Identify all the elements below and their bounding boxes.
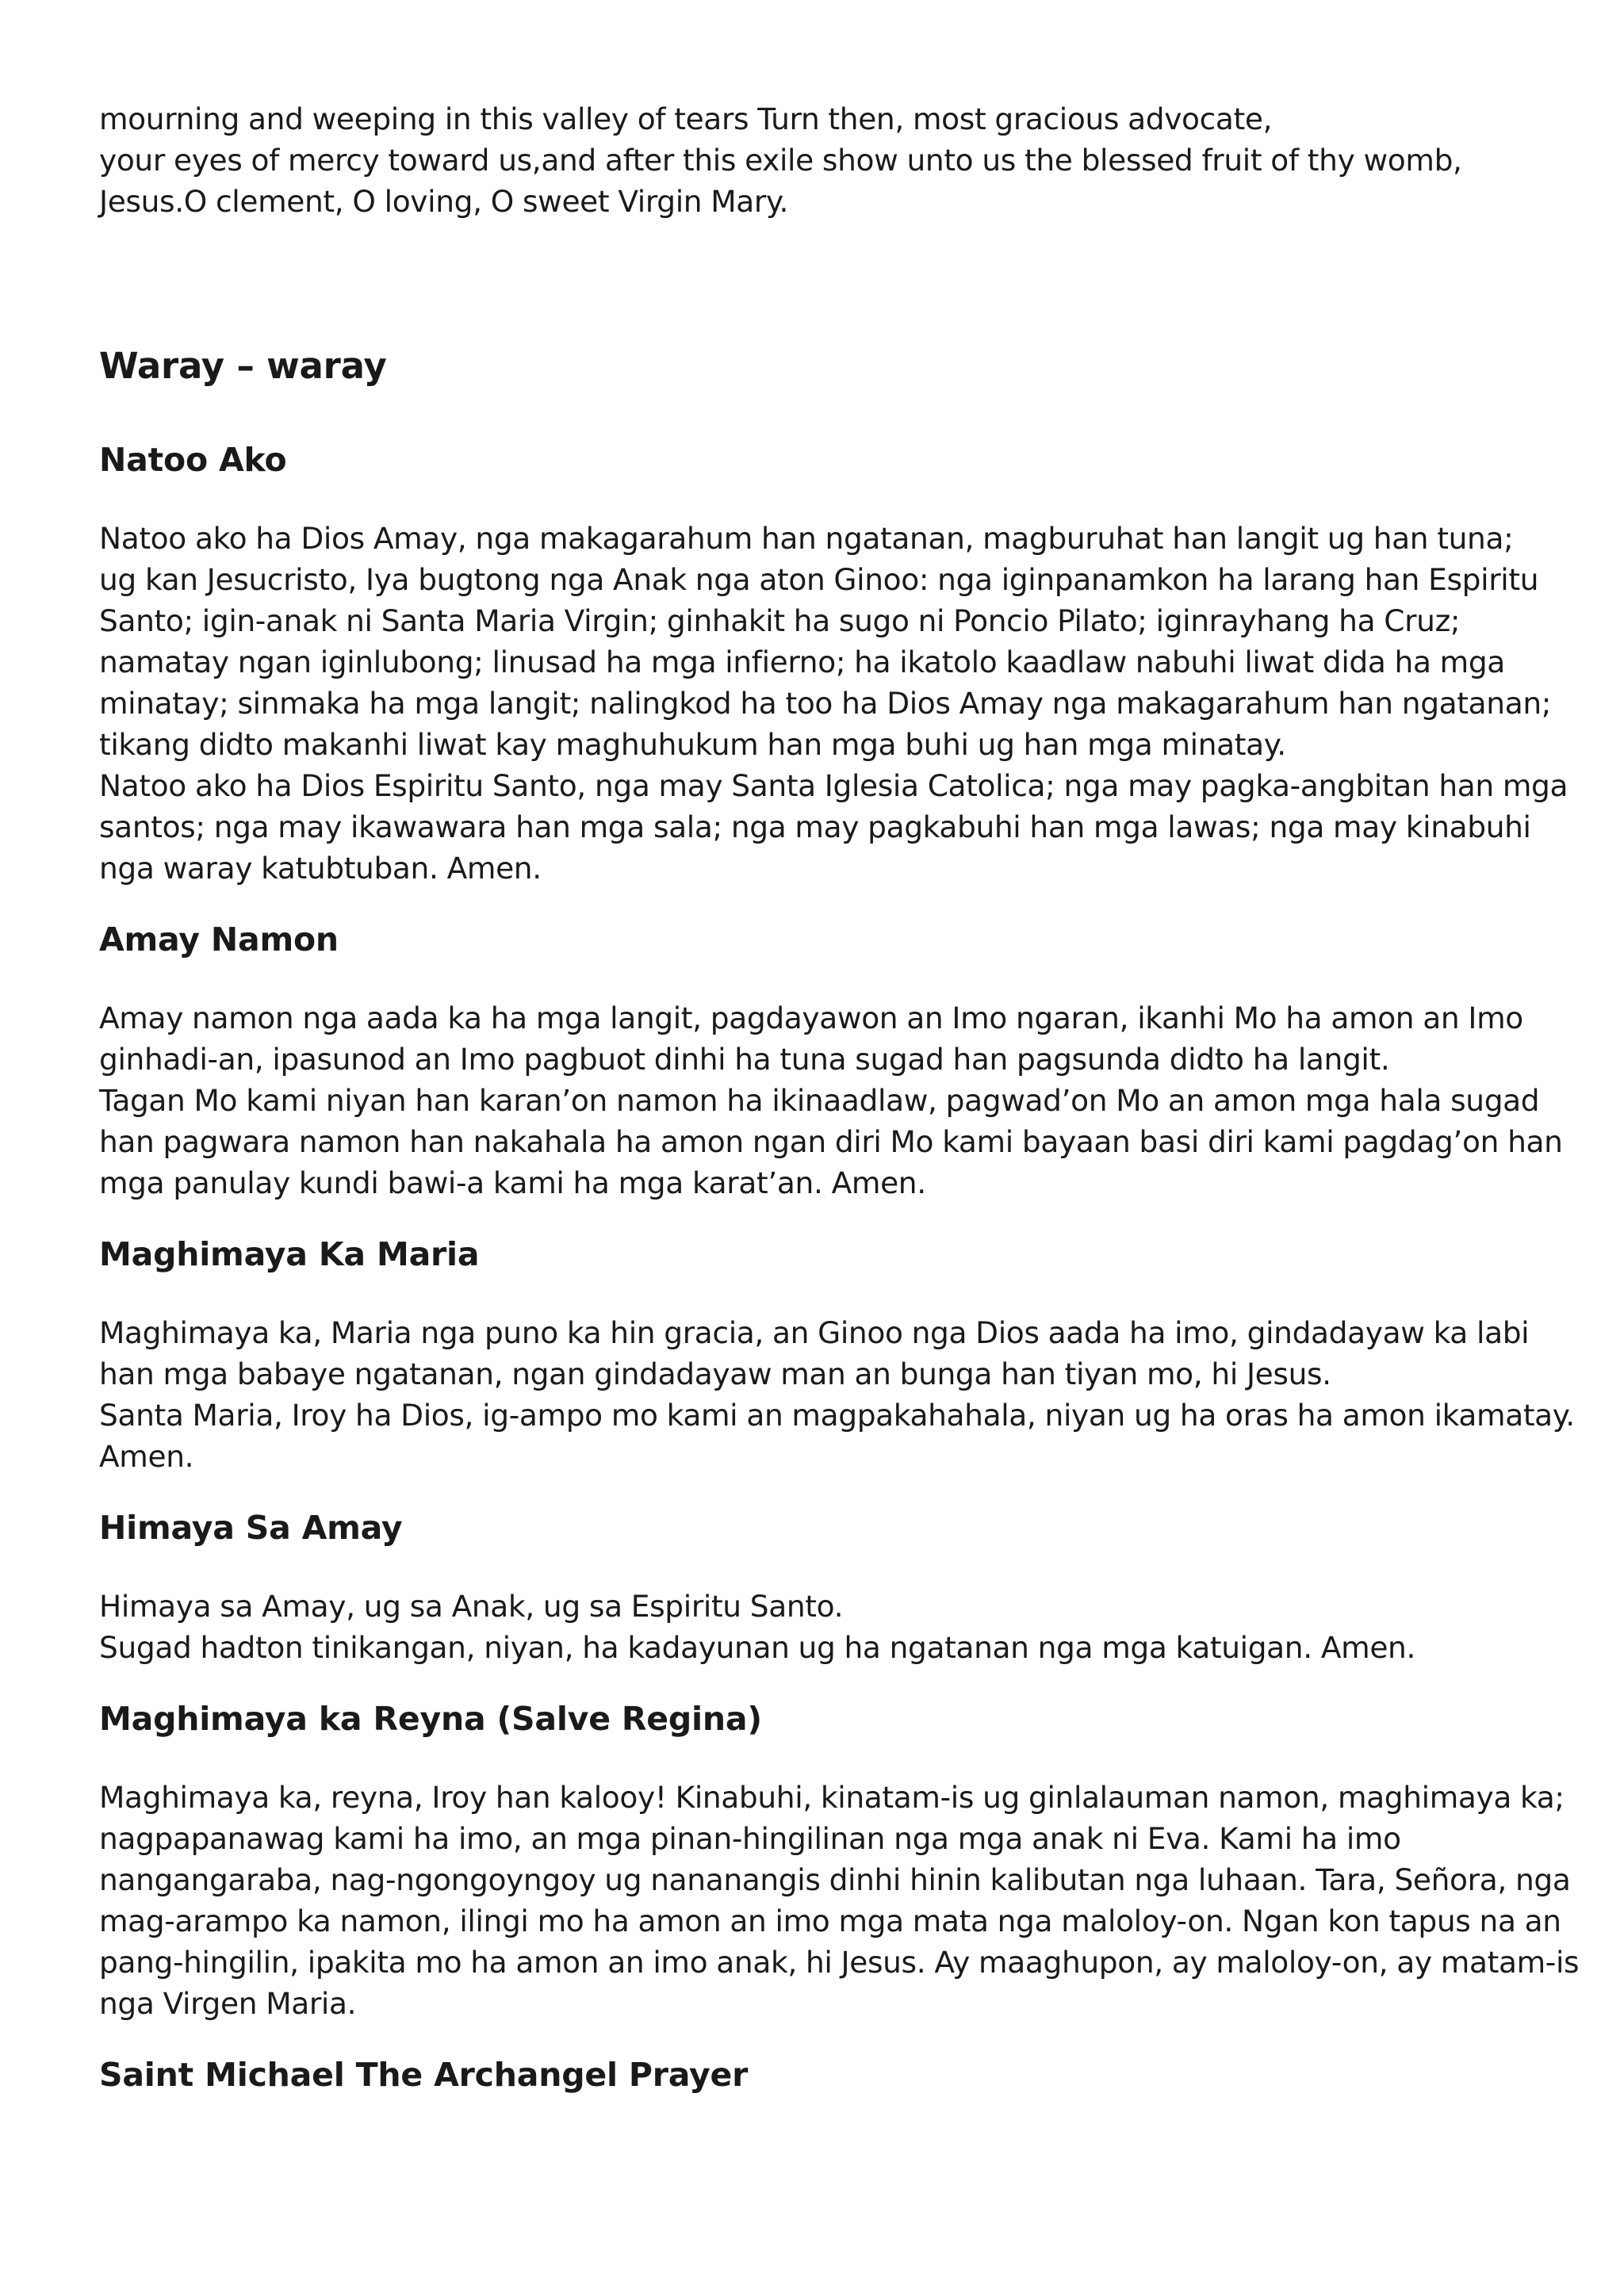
prayer-title: Natoo Ako — [99, 441, 287, 479]
prayer-paragraph — [99, 1312, 1575, 1477]
text-line: Tagan Mo kami niyan han karan’on namon ha ikinaadlaw, pagwad’on Mo an amon mga hala sugad — [99, 1083, 1540, 1118]
text-line: nga waray katubtuban. Amen. — [99, 851, 542, 886]
prayer-paragraph — [99, 1777, 1580, 2024]
text-line: nga Virgen Maria. — [99, 1986, 357, 2021]
text-line: mourning and weeping in this valley of tears Turn then, most gracious advocate, — [99, 101, 1273, 136]
text-line: Natoo ako ha Dios Espiritu Santo, nga may Santa Iglesia Catolica; nga may pagka-angbitan han mga — [99, 768, 1568, 803]
text-line: Jesus.O clement, O loving, O sweet Virgin Mary. — [99, 184, 789, 219]
text-line: Amay namon nga aada ka ha mga langit, pagdayawon an Imo ngaran, ikanhi Mo ha amon an Imo — [99, 1001, 1523, 1035]
text-line: nangangaraba, nag-ngongoyngoy ug nananangis dinhi hinin kalibutan nga luhaan. Tara, Señora, nga — [99, 1862, 1571, 1897]
prayer-title: Saint Michael The Archangel Prayer — [99, 2056, 749, 2094]
text-line: mag-arampo ka namon, ilingi mo ha amon an imo mga mata nga maloloy-on. Ngan kon tapus na an — [99, 1904, 1561, 1938]
text-line: ginhadi-an, ipasunod an Imo pagbuot dinhi ha tuna sugad han pagsunda didto ha langit. — [99, 1042, 1390, 1077]
text-line: santos; nga may ikawawara han mga sala; nga may pagkabuhi han mga lawas; nga may kinabuhi — [99, 809, 1531, 844]
text-line: Himaya sa Amay, ug sa Anak, ug sa Espiritu Santo. — [99, 1589, 844, 1624]
prayer-title: Himaya Sa Amay — [99, 1509, 403, 1547]
prayer-title: Maghimaya ka Reyna (Salve Regina) — [99, 1700, 762, 1738]
text-line: namatay ngan iginlubong; linusad ha mga infierno; ha ikatolo kaadlaw nabuhi liwat dida ha mga — [99, 645, 1505, 679]
prayer-paragraph — [99, 518, 1568, 889]
prayer-paragraph — [99, 997, 1563, 1203]
text-line: tikang didto makanhi liwat kay maghuhukum han mga buhi ug han mga minatay. — [99, 727, 1286, 762]
text-line: minatay; sinmaka ha mga langit; nalingkod ha too ha Dios Amay nga makagarahum han ngatanan; — [99, 686, 1552, 721]
document-page — [99, 98, 1580, 2097]
text-line: Santo; igin-anak ni Santa Maria Virgin; ginhakit ha sugo ni Poncio Pilato; iginrayhang ha Cruz; — [99, 603, 1461, 638]
text-line: Sugad hadton tinikangan, niyan, ha kadayunan ug ha ngatanan nga mga katuigan. Amen. — [99, 1630, 1416, 1665]
text-line: Maghimaya ka, reyna, Iroy han kalooy! Kinabuhi, kinatam-is ug ginlalauman namon, maghimaya ka; — [99, 1780, 1565, 1815]
text-line: Natoo ako ha Dios Amay, nga makagarahum han ngatanan, magburuhat han langit ug han tuna; — [99, 521, 1514, 556]
text-line: nagpapanawag kami ha imo, an mga pinan-hingilinan nga mga anak ni Eva. Kami ha imo — [99, 1821, 1401, 1856]
prayer-paragraph — [99, 1586, 1550, 1668]
intro-paragraph — [99, 98, 1550, 222]
text-line: Maghimaya ka, Maria nga puno ka hin gracia, an Ginoo nga Dios aada ha imo, gindadayaw ka labi — [99, 1315, 1530, 1350]
prayer-title: Maghimaya Ka Maria — [99, 1235, 480, 1273]
text-line: pang-hingilin, ipakita mo ha amon an imo anak, hi Jesus. Ay maaghupon, ay maloloy-on, ay matam-is — [99, 1945, 1580, 1980]
text-line: han pagwara namon han nakahala ha amon ngan diri Mo kami bayaan basi diri kami pagdag’on han — [99, 1124, 1563, 1159]
text-line: mga panulay kundi bawi-a kami ha mga karat’an. Amen. — [99, 1165, 926, 1200]
text-line: Santa Maria, Iroy ha Dios, ig-ampo mo kami an magpakahahala, niyan ug ha oras ha amon ikamatay. — [99, 1398, 1575, 1433]
prayer-title: Amay Namon — [99, 920, 339, 959]
section-heading: Waray – waray — [99, 345, 387, 387]
text-line: Amen. — [99, 1439, 194, 1474]
text-line: ug kan Jesucristo, Iya bugtong nga Anak nga aton Ginoo: nga iginpanamkon ha larang han Espiritu — [99, 562, 1539, 597]
text-line: han mga babaye ngatanan, ngan gindadayaw man an bunga han tiyan mo, hi Jesus. — [99, 1357, 1331, 1391]
text-line: your eyes of mercy toward us,and after this exile show unto us the blessed fruit of thy womb, — [99, 143, 1462, 178]
